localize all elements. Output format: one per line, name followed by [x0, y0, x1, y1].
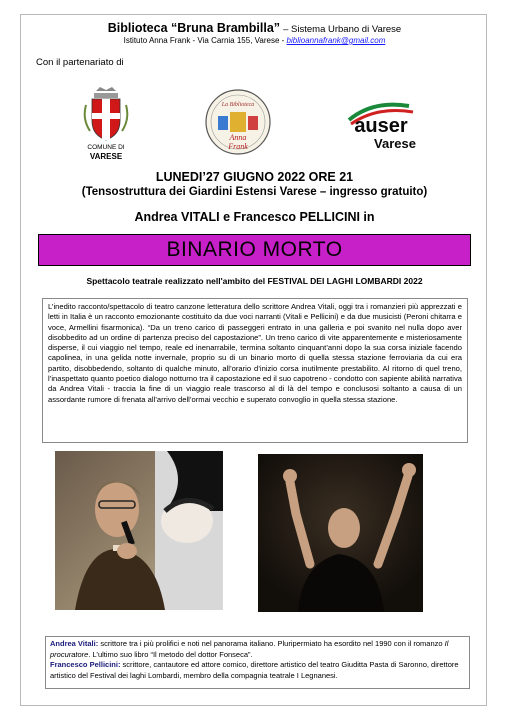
comune-line1: COMUNE DI [87, 144, 125, 151]
pellicini-text: scrittore, cantautore ed attore comico, direttore artistico del teatro Giuditta Pasta di Saronno, direttore artistico del Festival dei laghi Lombardi, membro della compagnia teatrale I Legnanesi. [50, 660, 459, 680]
library-suffix: – Sistema Urbano di Varese [283, 24, 402, 35]
event-title: BINARIO MORTO [38, 234, 471, 266]
library-badge-icon [204, 88, 272, 156]
vitali-portrait-icon [55, 451, 223, 610]
vitali-text: scrittore tra i più prolifici e noti nel panorama italiano. Pluripermiato ha esordito nel 1990 con il romanzo [100, 639, 443, 648]
pellicini-bio [50, 660, 465, 681]
vitali-name: Andrea Vitali: [50, 639, 99, 648]
event-venue: (Tensostruttura dei Giardini Estensi Varese – ingresso gratuito) [81, 186, 428, 198]
andrea-vitali-photo [55, 451, 223, 610]
library-address-line [0, 36, 509, 45]
authors-bio [45, 636, 470, 689]
anna-frank-library-logo [204, 88, 272, 156]
varese-crest-icon [76, 85, 136, 143]
email-link[interactable]: biblioannafrank@gmail.com [286, 36, 386, 45]
event-date: LUNEDI’27 GIUGNO 2022 ORE 21 [155, 170, 354, 184]
vitali-text2: . L’ultimo suo libro “Il metodo del dottor Fonseca”. [88, 649, 253, 659]
library-name: Biblioteca “Bruna Brambilla” [107, 21, 281, 35]
vitali-bio [50, 639, 465, 660]
francesco-pellicini-photo [258, 454, 423, 612]
auser-swoosh-icon [343, 98, 428, 153]
comune-varese-logo [76, 85, 136, 163]
anna-line3: Frank [228, 142, 248, 151]
library-header [0, 21, 509, 35]
pellicini-portrait-icon [258, 454, 423, 612]
anna-line2: Anna [229, 133, 247, 142]
auser-line2: Varese [374, 136, 416, 151]
comune-line2: VARESE [89, 152, 123, 161]
library-address: Istituto Anna Frank - Via Carnia 155, Varese - [123, 36, 285, 45]
anna-line1: La Biblioteca [221, 102, 255, 108]
event-description: L’inedito racconto/spettacolo di teatro canzone letteratura dello scrittore Andrea Vitali, oggi tra i romanzieri più apprezzati e letti in Italia è un racconto emozionante costituito da due voci narranti (Vitali e Pellicini) e da due musicisti (Peroni chitarra e voce, Armellini fisarmonica). “Da un treno carico di passeggeri entrato in una galleria e poi svanito nel nulla dopo aver disobbedito ad un ordine di partenza preciso del capostazione”. Un treno carico di vite apparentemente e misteriosamente disperse, il cui viaggio nel tempo, reale ed inenarrabile, termina soltanto cinquant’anni dopo la sua corsa iniziale facendo capolinea, in una gelida notte invernale, proprio su di un binario morto di quella stessa stazione ferroviaria da cui era partito, disobbedendo, soltanto di qualche minuto, all’orario d’inizio corsa inutilmente prestabilito. Al ritorno di quel treno, l’inaspettato quanto poetico dialogo notturno tra il capostazione ed il suo capotreno - condotto con sapiente abilità narrativa da Andrea Vitali - traccia la fine di un viaggio reale trascorso al di là del tempo e conclusosi soltanto a causa di un assordante rumore di frenata all’arrivo dell’ormai vecchio e superato convoglio in quella stessa stazione. [42, 298, 468, 443]
auser-varese-logo [343, 98, 428, 153]
vitali-book: Il procuratore [50, 639, 449, 659]
partnership-label: Con il partenariato di [36, 57, 124, 68]
pellicini-name: Francesco Pellicini: [50, 660, 121, 669]
event-subtitle: Spettacolo teatrale realizzato nell'ambito del FESTIVAL DEI LAGHI LOMBARDI 2022 [86, 276, 423, 286]
auser-line1: auser [354, 115, 408, 137]
event-authors: Andrea VITALI e Francesco PELLICINI in [134, 210, 375, 224]
